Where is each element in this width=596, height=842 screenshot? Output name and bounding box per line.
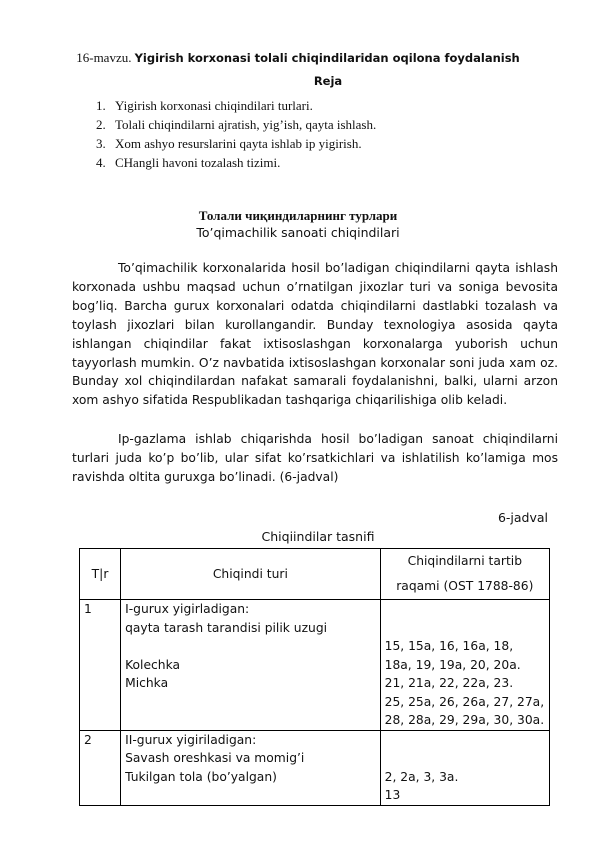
waste-code-line: 28, 28a, 29, 29a, 30, 30a.: [384, 713, 545, 727]
table-header-row: [80, 549, 550, 600]
plan-item: [96, 96, 376, 115]
plan-item-text: Xom ashyo resurslarini qayta ishlab ip yigirish.: [115, 136, 362, 151]
table-label: 6-jadval: [497, 510, 548, 525]
row-waste-types: [121, 730, 381, 805]
topic-number: 16-mavzu.: [76, 50, 132, 65]
waste-type-line: Michka: [125, 676, 169, 690]
waste-classification-table: [79, 548, 550, 806]
row-index: 1: [80, 600, 121, 731]
section-title-cyrillic: Толали чиқиндиларнинг турлари: [198, 208, 398, 223]
header-waste-type: Chiqindi turi: [121, 549, 381, 600]
waste-type-line: [125, 637, 376, 656]
row-waste-types: [121, 600, 381, 731]
waste-type-line: II-gurux yigiriladigan:: [125, 732, 257, 747]
waste-code-line: 18a, 19, 19a, 20, 20a.: [384, 657, 521, 672]
waste-code-line: [385, 749, 545, 768]
waste-code-line: 13: [384, 788, 401, 802]
plan-title: Reja: [313, 74, 343, 88]
plan-item-text: Tolali chiqindilarni ajratish, yig’ish, qayta ishlash.: [115, 117, 377, 132]
waste-type-line: I-gurux yigirladigan:: [125, 602, 250, 616]
plan-item-text: CHangli havoni tozalash tizimi.: [115, 155, 281, 170]
topic-heading: [0, 50, 596, 66]
table-caption: Chiqiindilar tasnifi: [261, 529, 375, 544]
plan-item-number: 4.: [96, 155, 106, 170]
header-codes-line: raqami (OST 1788-86): [396, 579, 534, 593]
row-waste-codes: [380, 600, 549, 731]
paragraph: Ip-gazlama ishlab chiqarishda hosil bo’ladigan sanoat chiqindilarni turlari juda ko’p bo’lib, ular sifat ko’rsatkichlari va ishlatilish ko’lamiga mos ravishda oltita guruxga bo’linadi. (6-jadval): [72, 432, 558, 484]
waste-type-line: Savash oreshkasi va momig’i: [125, 751, 305, 765]
waste-type-line: Kolechka: [125, 657, 181, 672]
waste-type-line: Tukilgan tola (bo’yalgan): [125, 769, 277, 784]
row-index: 2: [80, 730, 121, 805]
plan-item: [96, 134, 376, 153]
header-waste-codes: [380, 549, 549, 600]
topic-title: Yigirish korxonasi tolali chiqindilaridan oqilona foydalanish: [134, 51, 520, 65]
header-index: T|r: [80, 549, 121, 600]
plan-item-number: 2.: [96, 117, 106, 132]
header-codes-line: Chiqindilarni tartib: [407, 554, 523, 568]
plan-item-number: 3.: [96, 136, 106, 151]
waste-code-line: 2, 2a, 3, 3a.: [384, 769, 459, 784]
waste-code-line: 15, 15a, 16, 16a, 18,: [384, 639, 514, 653]
waste-code-line: [385, 731, 545, 750]
waste-code-line: 21, 21a, 22, 22a, 23.: [384, 676, 514, 690]
plan-item-number: 1.: [96, 98, 106, 113]
plan-item-text: Yigirish korxonasi chiqindilari turlari.: [115, 98, 313, 113]
table-row: [80, 600, 550, 731]
plan-item: [96, 153, 376, 172]
plan-item: [96, 115, 376, 134]
section-title-latin: To’qimachilik sanoati chiqindilari: [196, 225, 400, 240]
paragraph: To’qimachilik korxonalarida hosil bo’ladigan chiqindilarni qayta ishlash korxonada ushbu maqsad uchun o’rnatilgan jixozlar turi va soniga bevosita bog’liq. Barcha gurux korxonalari odatda chiqindilarni dastlabki tozalash va toylash jixozlari bilan kurollangandir. Bunday texnologiya asosida qayta ishlangan chiqindilar fakat ixtisoslashgan korxonalarga yuborish uchun tayyorlash mumkin. O’z navbatida ixtisoslashgan korxonalar soni juda xam oz. Bunday xol chiqindilardan nafakat samarali foydalanishni, balki, ularni arzon xom ashyo sifatida Respublikadan tashqariga chiqarilishiga olib keladi.: [72, 261, 558, 408]
table-row: [80, 730, 550, 805]
waste-type-line: qayta tarash tarandisi pilik uzugi: [125, 620, 328, 635]
waste-code-line: 25, 25a, 26, 26a, 27, 27a,: [384, 694, 545, 709]
row-waste-codes: [380, 730, 549, 805]
plan-list: [96, 96, 376, 172]
waste-code-line: [385, 619, 545, 638]
waste-code-line: [385, 600, 545, 619]
